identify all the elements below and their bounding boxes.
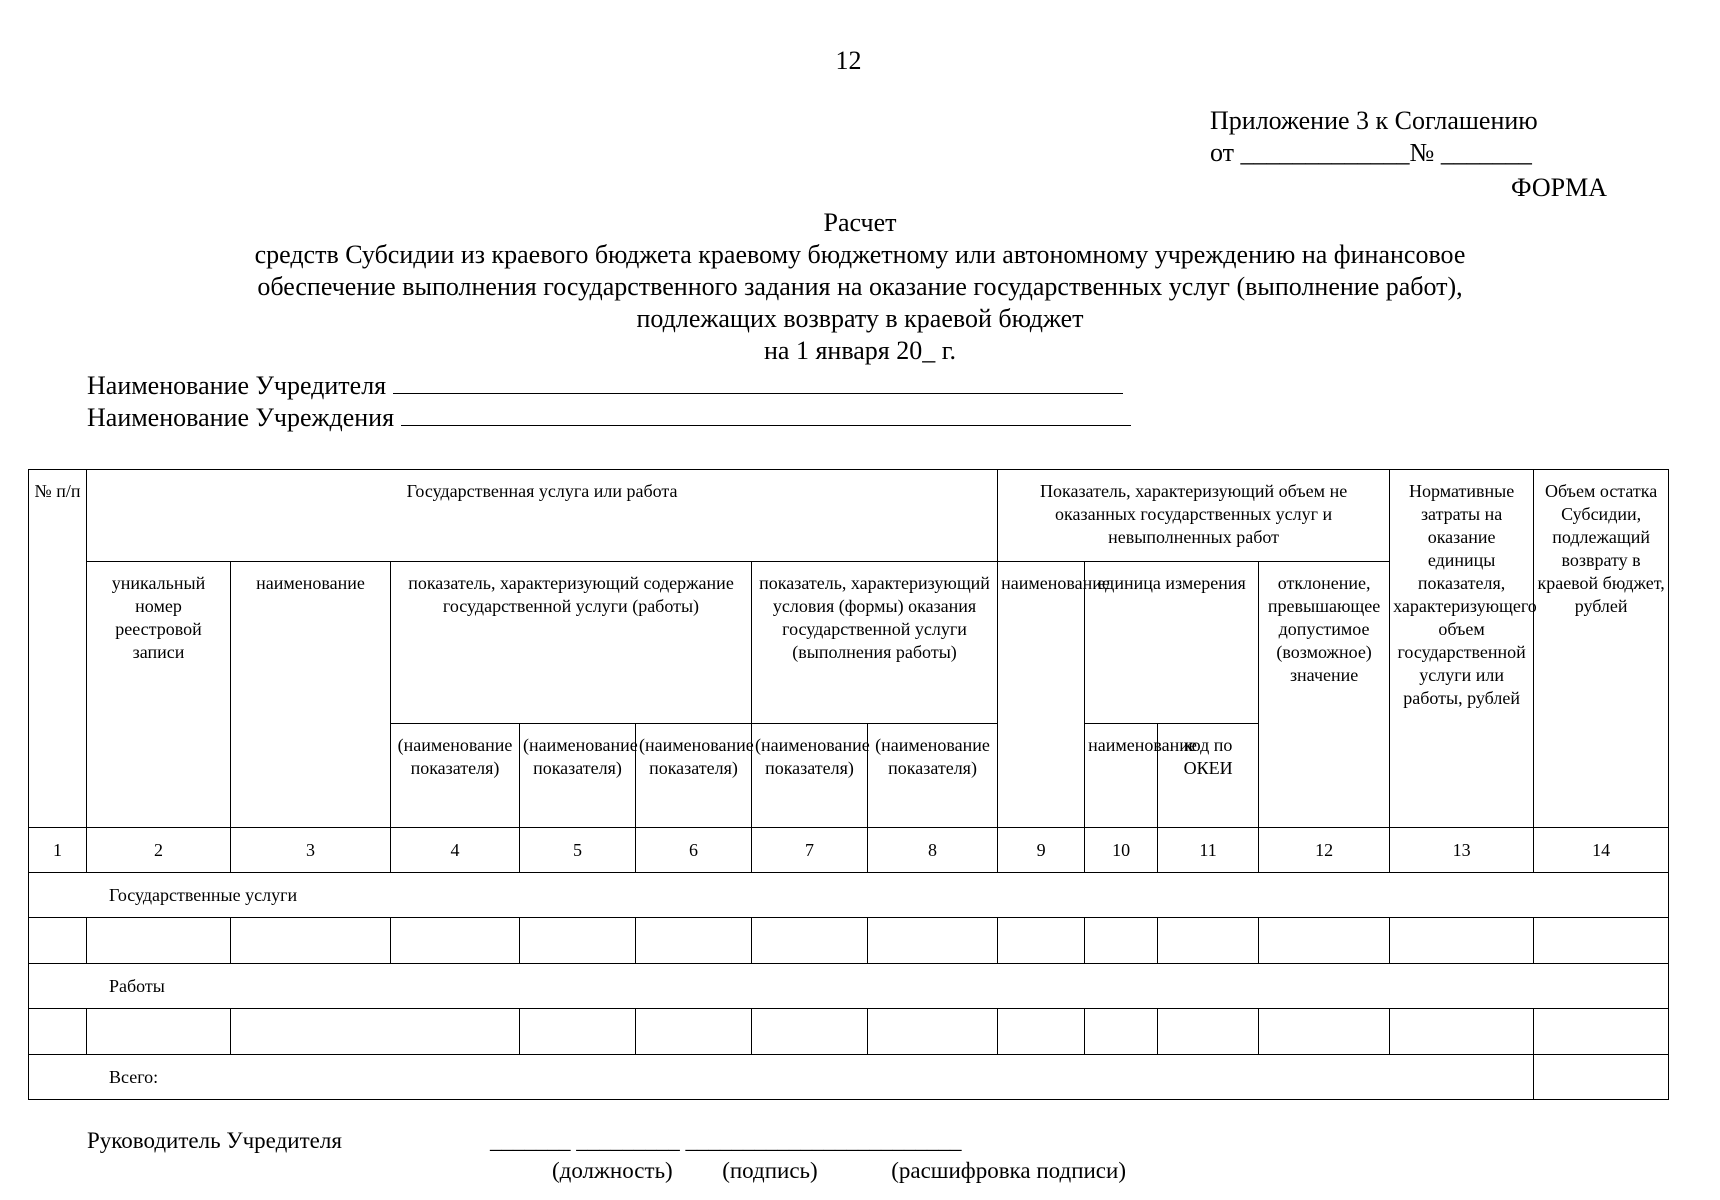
column-number: 2 — [87, 828, 231, 873]
calculation-table — [28, 469, 1669, 1100]
document-title: Расчет — [823, 208, 897, 237]
table-cell[interactable] — [1534, 918, 1669, 964]
total-value-cell[interactable] — [1534, 1055, 1669, 1100]
column-number: 6 — [636, 828, 752, 873]
header-unique-number: уникальный номер реестровой записи — [87, 562, 231, 828]
table-cell[interactable] — [520, 918, 636, 964]
founder-label: Наименование Учредителя — [87, 371, 387, 400]
header-indicator-name-4: (наименование показателя) — [391, 724, 520, 828]
table-cell[interactable] — [1085, 1009, 1158, 1055]
table-cell[interactable] — [520, 1009, 636, 1055]
column-number: 8 — [868, 828, 998, 873]
table-cell[interactable] — [636, 1009, 752, 1055]
institution-field[interactable] — [401, 403, 1131, 426]
decoding-caption: (расшифровка подписи) — [891, 1158, 1126, 1183]
header-volume-indicator: Показатель, характеризующий объем не оказанных государственных услуг и невыполненных работ — [998, 470, 1390, 562]
header-indicator-name-5: (наименование показателя) — [520, 724, 636, 828]
document-heading — [0, 207, 1720, 367]
appendix-block — [1210, 105, 1538, 169]
column-number: 13 — [1390, 828, 1534, 873]
column-number: 3 — [231, 828, 391, 873]
form-label: ФОРМА — [1511, 173, 1607, 202]
page-number: 12 — [835, 46, 862, 75]
table-cell[interactable] — [752, 1009, 868, 1055]
header-service-or-work: Государственная услуга или работа — [87, 470, 998, 562]
column-number: 10 — [1085, 828, 1158, 873]
header-unit: единица измерения — [1085, 562, 1259, 724]
table-cell[interactable] — [1390, 918, 1534, 964]
table-cell[interactable] — [391, 918, 520, 964]
column-number: 14 — [1534, 828, 1669, 873]
table-cell[interactable] — [1534, 1009, 1669, 1055]
header-okei-code: код по ОКЕИ — [1158, 724, 1259, 828]
services-data-row — [29, 918, 1669, 964]
table-cell[interactable] — [998, 918, 1085, 964]
heading-line-3: подлежащих возврату в краевой бюджет — [636, 304, 1084, 333]
table-cell[interactable] — [868, 918, 998, 964]
table-cell[interactable] — [87, 918, 231, 964]
header-indicator-name-6: (наименование показателя) — [636, 724, 752, 828]
table-cell[interactable] — [29, 918, 87, 964]
table-cell[interactable] — [1259, 1009, 1390, 1055]
header-subsidy-remainder: Объем остатка Субсидии, подлежащий возврату в краевой бюджет, рублей — [1534, 470, 1669, 828]
works-data-row — [29, 1009, 1669, 1055]
signature-lines[interactable]: _______ _________ ________________________ — [490, 1128, 962, 1153]
position-caption: (должность) — [552, 1158, 673, 1183]
header-unit-name: наименование — [1085, 724, 1158, 828]
heading-date: на 1 января 20_ г. — [764, 336, 956, 365]
table-cell[interactable] — [752, 918, 868, 964]
founder-row — [87, 370, 1131, 402]
table-cell[interactable] — [1390, 1009, 1534, 1055]
table-cell[interactable] — [1085, 918, 1158, 964]
section-works: Работы — [29, 964, 1669, 1009]
table-cell[interactable] — [231, 1009, 520, 1055]
column-number: 1 — [29, 828, 87, 873]
table-cell[interactable] — [998, 1009, 1085, 1055]
signature-label: Руководитель Учредителя — [87, 1128, 342, 1153]
names-block — [87, 370, 1131, 434]
institution-row — [87, 402, 1131, 434]
heading-line-2: обеспечение выполнения государственного задания на оказание государственных услуг (выполнение работ), — [257, 272, 1463, 301]
table-cell[interactable] — [231, 918, 391, 964]
section-services: Государственные услуги — [29, 873, 1669, 918]
signature-captions — [552, 1158, 1126, 1184]
institution-label: Наименование Учреждения — [87, 403, 395, 432]
header-num: № п/п — [29, 470, 87, 828]
signature-caption: (подпись) — [722, 1158, 818, 1183]
table-cell[interactable] — [868, 1009, 998, 1055]
header-volume-name: наименование — [998, 562, 1085, 828]
table-cell[interactable] — [636, 918, 752, 964]
total-label: Всего: — [29, 1055, 1534, 1100]
table-cell[interactable] — [29, 1009, 87, 1055]
header-conditions-indicator: показатель, характеризующий условия (формы) оказания государственной услуги (выполнения работы) — [752, 562, 998, 724]
table-cell[interactable] — [87, 1009, 231, 1055]
header-indicator-name-8: (наименование показателя) — [868, 724, 998, 828]
appendix-date-number: от _____________№ _______ — [1210, 138, 1532, 167]
header-name: наименование — [231, 562, 391, 828]
header-indicator-name-7: (наименование показателя) — [752, 724, 868, 828]
column-number: 12 — [1259, 828, 1390, 873]
header-deviation: отклонение, превышающее допустимое (возможное) значение — [1259, 562, 1390, 828]
header-normative-costs: Нормативные затраты на оказание единицы показателя, характеризующего объем государственной услуги или работы, рублей — [1390, 470, 1534, 828]
column-number: 9 — [998, 828, 1085, 873]
column-number: 4 — [391, 828, 520, 873]
appendix-title: Приложение 3 к Соглашению — [1210, 106, 1538, 135]
column-number: 11 — [1158, 828, 1259, 873]
column-number: 7 — [752, 828, 868, 873]
table-cell[interactable] — [1158, 1009, 1259, 1055]
header-content-indicator: показатель, характеризующий содержание государственной услуги (работы) — [391, 562, 752, 724]
column-number: 5 — [520, 828, 636, 873]
heading-line-1: средств Субсидии из краевого бюджета краевому бюджетному или автономному учреждению на финансовое — [254, 240, 1466, 269]
table-cell[interactable] — [1158, 918, 1259, 964]
founder-field[interactable] — [393, 371, 1123, 394]
table-cell[interactable] — [1259, 918, 1390, 964]
